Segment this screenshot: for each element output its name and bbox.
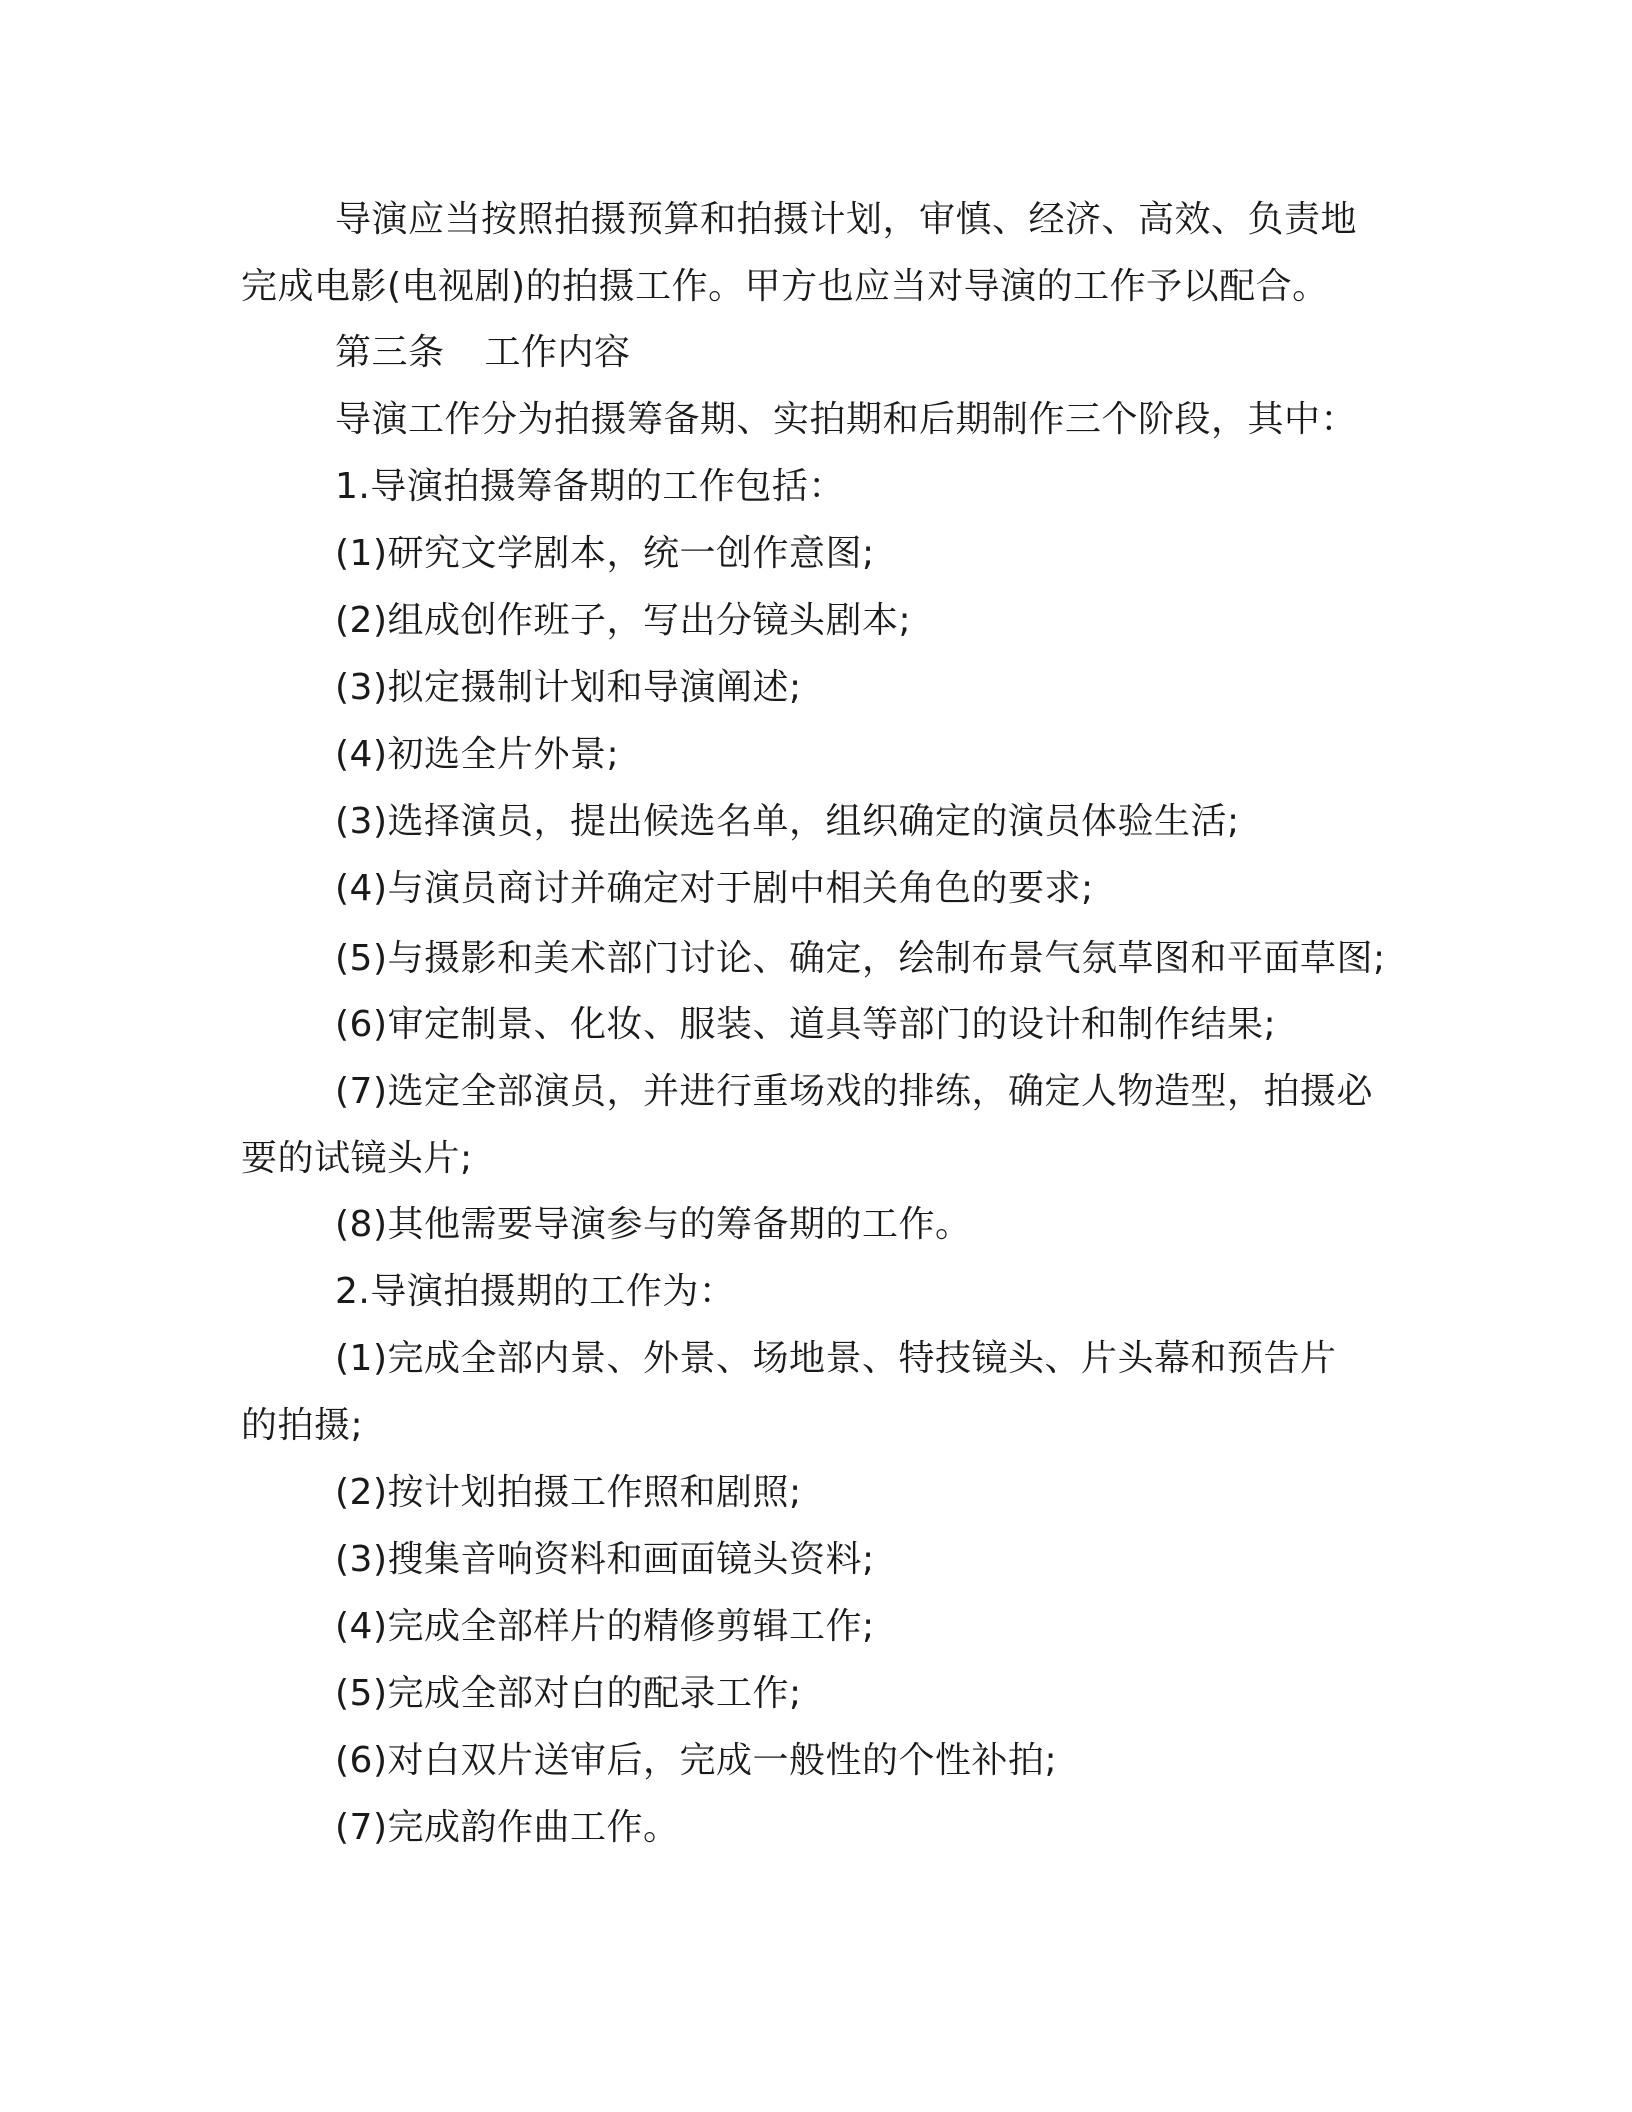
- list-heading: 1.导演拍摄筹备期的工作包括：: [335, 466, 845, 507]
- list-item: (4)初选全片外景;: [335, 734, 620, 775]
- list-item: (1)研究文学剧本，统一创作意图;: [335, 533, 875, 574]
- section-heading: [335, 329, 1515, 377]
- list-item: (2)按计划拍摄工作照和剧照;: [335, 1472, 802, 1513]
- section-title: 工作内容: [484, 332, 631, 373]
- list-item: (6)对白双片送审后，完成一般性的个性补拍;: [335, 1740, 1058, 1781]
- paragraph-line: 导演应当按照拍摄预算和拍摄计划，审慎、经济、高效、负责地: [335, 199, 1358, 240]
- list-item-continuation: 的拍摄;: [241, 1405, 364, 1446]
- list-item: (7)完成韵作曲工作。: [335, 1807, 680, 1848]
- list-item: (4)完成全部样片的精修剪辑工作;: [335, 1606, 875, 1647]
- list-heading: 2.导演拍摄期的工作为：: [335, 1271, 736, 1312]
- list-item: (6)审定制景、化妆、服装、道具等部门的设计和制作结果;: [335, 1004, 1277, 1045]
- paragraph-line: 完成电影(电视剧)的拍摄工作。甲方也应当对导演的工作予以配合。: [241, 266, 1329, 307]
- list-item: (7)选定全部演员，并进行重场戏的排练，确定人物造型，拍摄必: [335, 1071, 1373, 1112]
- section-number: 第三条: [335, 332, 445, 373]
- list-item: (5)完成全部对白的配录工作;: [335, 1673, 802, 1714]
- paragraph-line: 导演工作分为拍摄筹备期、实拍期和后期制作三个阶段，其中：: [335, 399, 1358, 440]
- list-item: (3)搜集音响资料和画面镜头资料;: [335, 1539, 875, 1580]
- list-item: (3)选择演员，提出候选名单，组织确定的演员体验生活;: [335, 801, 1240, 842]
- list-item: (5)与摄影和美术部门讨论、确定，绘制布景气氛草图和平面草图;: [335, 938, 1386, 979]
- list-item: (3)拟定摄制计划和导演阐述;: [335, 667, 802, 708]
- list-item: (8)其他需要导演参与的筹备期的工作。: [335, 1204, 972, 1245]
- list-item: (4)与演员商讨并确定对于剧中相关角色的要求;: [335, 868, 1094, 909]
- list-item: (2)组成创作班子，写出分镜头剧本;: [335, 600, 912, 641]
- list-item-continuation: 要的试镜头片;: [241, 1138, 473, 1179]
- list-item: (1)完成全部内景、外景、场地景、特技镜头、片头幕和预告片: [335, 1338, 1337, 1379]
